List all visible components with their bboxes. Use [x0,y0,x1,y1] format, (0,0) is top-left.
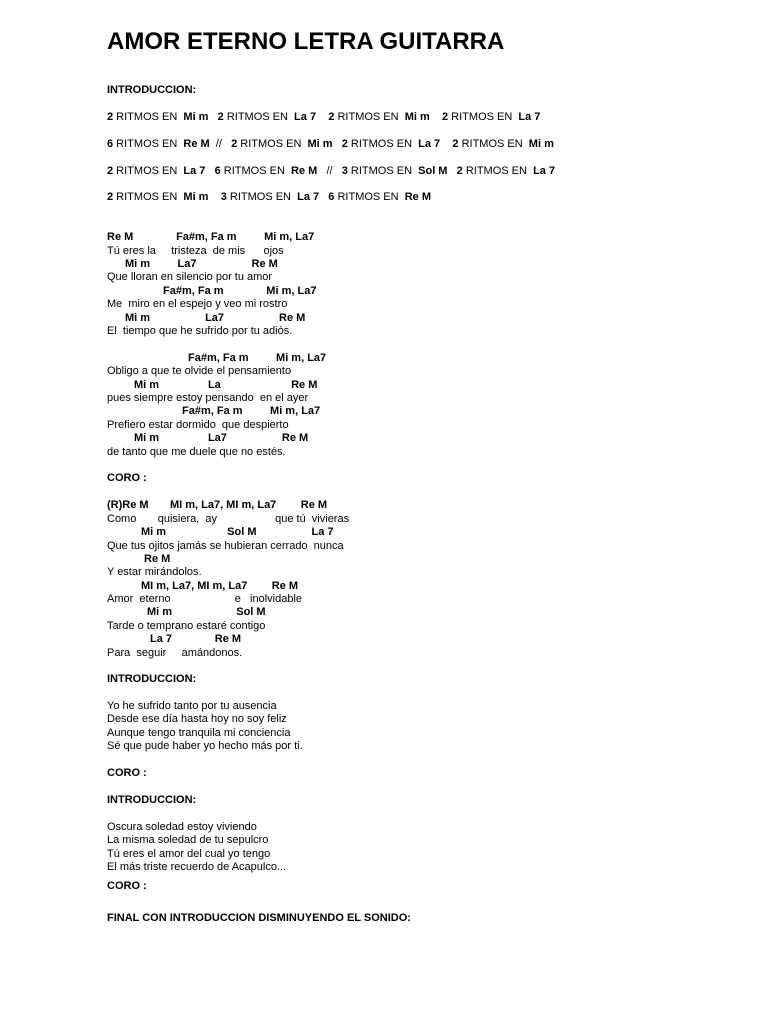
intro-chord: 2 [107,165,114,177]
intro-chord: 2 [107,191,114,203]
chord-line: Mi m Sol M [147,606,266,618]
intro-text: RITMOS EN [458,138,529,150]
intro-text: // [209,138,232,150]
chord-line: Fa#m, Fa m Mi m, La7 [163,285,317,297]
intro-chord: Re M [291,165,318,177]
chord-line: Mi m La7 Re M [125,258,278,270]
intro-text [447,165,456,177]
intro-text [333,138,342,150]
intro-text [319,191,328,203]
intro-chord: 2 [452,138,459,150]
intro-chord: 6 [214,165,221,177]
intro-text: RITMOS EN [347,138,419,150]
chord-line: La 7 Re M [150,633,242,645]
intro-chord: Re M [183,138,210,150]
lyric-line: Tú eres la tristeza de mis ojos [107,245,284,257]
lyric-line: Como quisiera, ay que tú vivieras [107,513,350,525]
intro-chord: La 7 [183,165,206,177]
lyric-line: Aunque tengo tranquila mi conciencia [107,727,291,739]
intro-line [107,138,554,151]
chord-line: Re M [144,553,171,565]
intro-text: RITMOS EN [220,165,291,177]
final-instruction: FINAL CON INTRODUCCION DISMINUYENDO EL SONIDO: [107,912,411,924]
intro-line [107,191,431,204]
lyric-line: La misma soledad de tu sepulcro [107,834,269,846]
lyric-line: Sé que pude haber yo hecho más por ti. [107,740,303,752]
intro-heading: INTRODUCCION: [107,673,197,685]
lyric-line: Que lloran en silencio por tu amor [107,271,273,283]
intro-chord: La 7 [294,111,317,123]
intro-chord: 2 [107,111,114,123]
coro-heading: CORO : [107,880,147,892]
intro-text: RITMOS EN [334,191,405,203]
intro-line [107,165,555,178]
chord-line: Fa#m, Fa m Mi m, La7 [188,352,327,364]
intro-chord: 2 [231,138,238,150]
intro-text: RITMOS EN [113,165,184,177]
intro-chord: 3 [341,165,348,177]
intro-chord: Mi m [528,138,554,150]
intro-chord: La 7 [297,191,320,203]
intro-chord: 3 [220,191,227,203]
chord-line: Re M Fa#m, Fa m Mi m, La7 [107,231,315,243]
intro-text [205,165,214,177]
intro-heading: INTRODUCCION: [107,84,197,96]
intro-chord: 6 [107,138,114,150]
intro-text [208,111,217,123]
lyric-line: Para seguir amándonos. [107,647,243,659]
chord-line: Mi m Sol M La 7 [141,526,334,538]
intro-chord: Re M [404,191,431,203]
lyric-line: El más triste recuerdo de Acapulco... [107,861,287,873]
intro-text [316,111,328,123]
lyric-line: Que tus ojitos jamás se hubieran cerrado nunca [107,540,344,552]
intro-text: RITMOS EN [113,138,184,150]
chord-line: Mi m La7 Re M [125,312,306,324]
intro-text [440,138,452,150]
intro-chord: Mi m [404,111,430,123]
intro-text: RITMOS EN [223,111,295,123]
intro-text: RITMOS EN [113,111,184,123]
intro-chord: Mi m [183,111,209,123]
lyric-line: Y estar mirándolos. [107,566,202,578]
intro-text: RITMOS EN [226,191,298,203]
intro-text: RITMOS EN [462,165,534,177]
lyric-line: Amor eterno e inolvidable [107,593,303,605]
lyric-line: de tanto que me duele que no estés. [107,446,286,458]
intro-chord: Mi m [307,138,333,150]
intro-text: RITMOS EN [334,111,405,123]
intro-chord: La 7 [533,165,556,177]
intro-text: RITMOS EN [448,111,519,123]
chord-line: Mi m La Re M [134,379,318,391]
intro-text: // [317,165,342,177]
intro-text [430,111,442,123]
intro-chord: La 7 [518,111,541,123]
chord-line: Fa#m, Fa m Mi m, La7 [182,405,321,417]
intro-text: RITMOS EN [347,165,419,177]
intro-text: RITMOS EN [237,138,308,150]
page-title: AMOR ETERNO LETRA GUITARRA [107,28,505,55]
intro-chord: 2 [341,138,348,150]
lyric-line: Me miro en el espejo y veo mi rostro [107,298,288,310]
intro-chord: 2 [328,111,335,123]
chord-line: MI m, La7, MI m, La7 Re M [141,580,299,592]
lyric-line: Prefiero estar dormido que despierto [107,419,289,431]
intro-text [208,191,220,203]
lyric-line: Tarde o temprano estaré contigo [107,620,266,632]
intro-text: RITMOS EN [113,191,184,203]
intro-chord: 2 [217,111,224,123]
lyric-line: El tiempo que he sufrido por tu adiós. [107,325,293,337]
intro-heading: INTRODUCCION: [107,794,197,806]
lyric-line: Oscura soledad estoy viviendo [107,821,257,833]
lyric-line: Obligo a que te olvide el pensamiento [107,365,292,377]
intro-chord: 6 [328,191,335,203]
chord-line: Mi m La7 Re M [134,432,309,444]
lyric-line: Desde ese día hasta hoy no soy feliz [107,713,287,725]
intro-chord: La 7 [418,138,441,150]
coro-heading: CORO : [107,472,147,484]
intro-chord: 2 [456,165,463,177]
lyric-line: pues siempre estoy pensando en el ayer [107,392,309,404]
intro-chord: Mi m [183,191,209,203]
intro-line [107,111,540,124]
intro-chord: Sol M [418,165,448,177]
lyric-line: Tú eres el amor del cual yo tengo [107,848,271,860]
chord-line: (R)Re M MI m, La7, MI m, La7 Re M [107,499,328,511]
coro-heading: CORO : [107,767,147,779]
intro-chord: 2 [442,111,449,123]
lyric-line: Yo he sufrido tanto por tu ausencia [107,700,277,712]
